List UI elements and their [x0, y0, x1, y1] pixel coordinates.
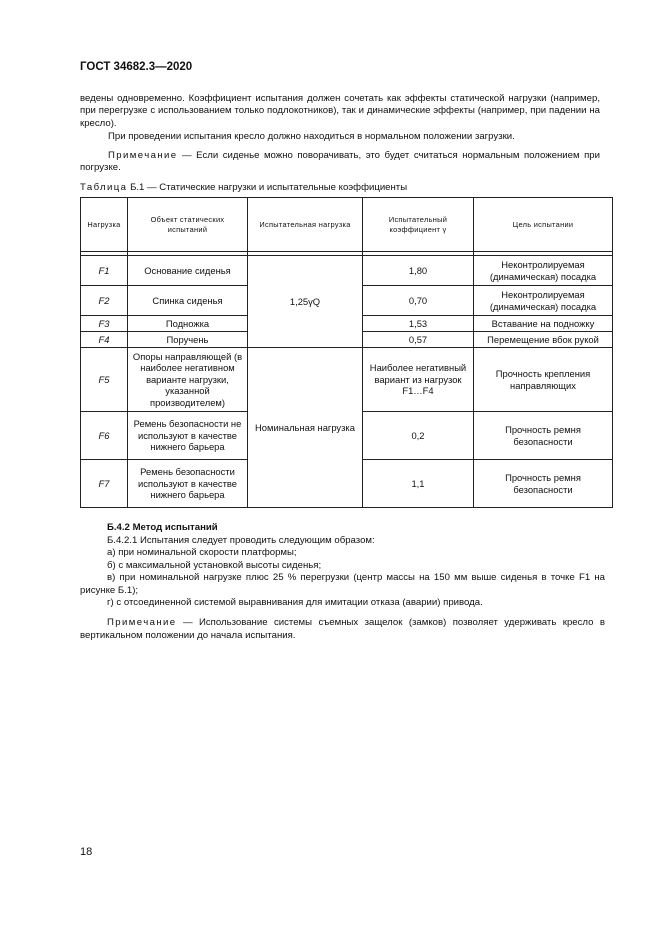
purpose-cell: Прочность ремня безопасности [474, 412, 613, 460]
intro-paragraph-2: При проведении испытания кресло должно находиться в нормальном положении загрузки. [108, 131, 515, 142]
header-object: Объект статических испытаний [128, 198, 248, 252]
header-test-load: Испытательная нагрузка [248, 198, 363, 252]
coefficient-cell: 1,80 [363, 256, 474, 286]
note-text: — Использование системы съемных защелок (замков) позволяет удерживать кресло в вертикальном положении до начала испытания. [80, 617, 605, 641]
test-load-value: Номинальная нагрузка [255, 421, 355, 433]
method-note [80, 617, 605, 642]
table-caption-label: Таблица [80, 182, 128, 193]
coefficient-cell: 0,2 [363, 412, 474, 460]
list-item: а) при номинальной скорости платформы; [107, 547, 297, 559]
header-load: Нагрузка [81, 198, 128, 252]
test-load-cell [248, 348, 363, 508]
loads-table [80, 197, 613, 508]
object-cell: Подножка [128, 316, 248, 332]
list-item: в) при номинальной нагрузке плюс 25 % перегрузки (центр массы на 150 мм выше сиденья в точке F1 на рисунке Б.1); [80, 572, 605, 596]
load-cell: F1 [81, 256, 128, 286]
coefficient-cell: 0,70 [363, 286, 474, 316]
intro-note [80, 150, 600, 175]
table-header-row [81, 198, 613, 252]
method-list [80, 535, 605, 642]
load-cell: F3 [81, 316, 128, 332]
table-caption-text: Б.1 — Статические нагрузки и испытательные коэффициенты [127, 182, 408, 193]
purpose-cell: Неконтролируемая (динамическая) посадка [474, 256, 613, 286]
method-intro: Б.4.2.1 Испытания следует проводить следующим образом: [107, 535, 375, 546]
object-cell: Спинка сиденья [128, 286, 248, 316]
object-cell: Ремень безопасности используют в качестве нижнего барьера [128, 460, 248, 508]
object-cell: Поручень [128, 332, 248, 348]
load-cell: F6 [81, 412, 128, 460]
purpose-cell: Перемещение вбок рукой [474, 332, 613, 348]
header-purpose: Цель испытании [474, 198, 613, 252]
coefficient-cell: 1,1 [363, 460, 474, 508]
page-number: 18 [80, 846, 93, 858]
note-text: — Если сиденье можно поворачивать, это будет считаться нормальным положением при погрузке. [80, 150, 600, 174]
load-cell: F2 [81, 286, 128, 316]
load-cell: F7 [81, 460, 128, 508]
coefficient-cell: 0,57 [363, 332, 474, 348]
document-title: ГОСТ 34682.3—2020 [80, 61, 193, 73]
coefficient-cell: Наиболее негативный вариант из нагрузок F1…F4 [363, 348, 474, 412]
coefficient-cell: 1,53 [363, 316, 474, 332]
table-caption [80, 182, 407, 193]
test-load-value: 1,25γQ [289, 295, 321, 307]
load-cell: F5 [81, 348, 128, 412]
purpose-cell: Вставание на подножку [474, 316, 613, 332]
list-item: г) с отсоединенной системой выравнивания для имитации отказа (аварии) привода. [107, 597, 483, 609]
table-row [81, 348, 613, 412]
note-label: Примечание [107, 617, 177, 629]
header-coefficient: Испытательный коэффициент γ [363, 198, 474, 252]
test-load-cell [248, 256, 363, 348]
object-cell: Ремень безопасности не используют в качестве нижнего барьера [128, 412, 248, 460]
intro-paragraph: ведены одновременно. Коэффициент испытания должен сочетать как эффекты статической нагрузки (например, при перегрузке с использованием только подлокотников), так и динамические эффекты (например, при падении на кресло). [80, 93, 600, 129]
list-item: б) с максимальной установкой высоты сиденья; [107, 559, 322, 571]
note-label: Примечание [108, 150, 178, 161]
object-cell: Основание сиденья [128, 256, 248, 286]
purpose-cell: Прочность крепления направляющих [474, 348, 613, 412]
section-heading: Б.4.2 Метод испытаний [107, 522, 218, 533]
load-cell: F4 [81, 332, 128, 348]
purpose-cell: Неконтролируемая (динамическая) посадка [474, 286, 613, 316]
object-cell: Опоры направляющей (в наиболее негативном варианте нагрузки, указанной производителем) [128, 348, 248, 412]
purpose-cell: Прочность ремня безопасности [474, 460, 613, 508]
table-row [81, 256, 613, 286]
